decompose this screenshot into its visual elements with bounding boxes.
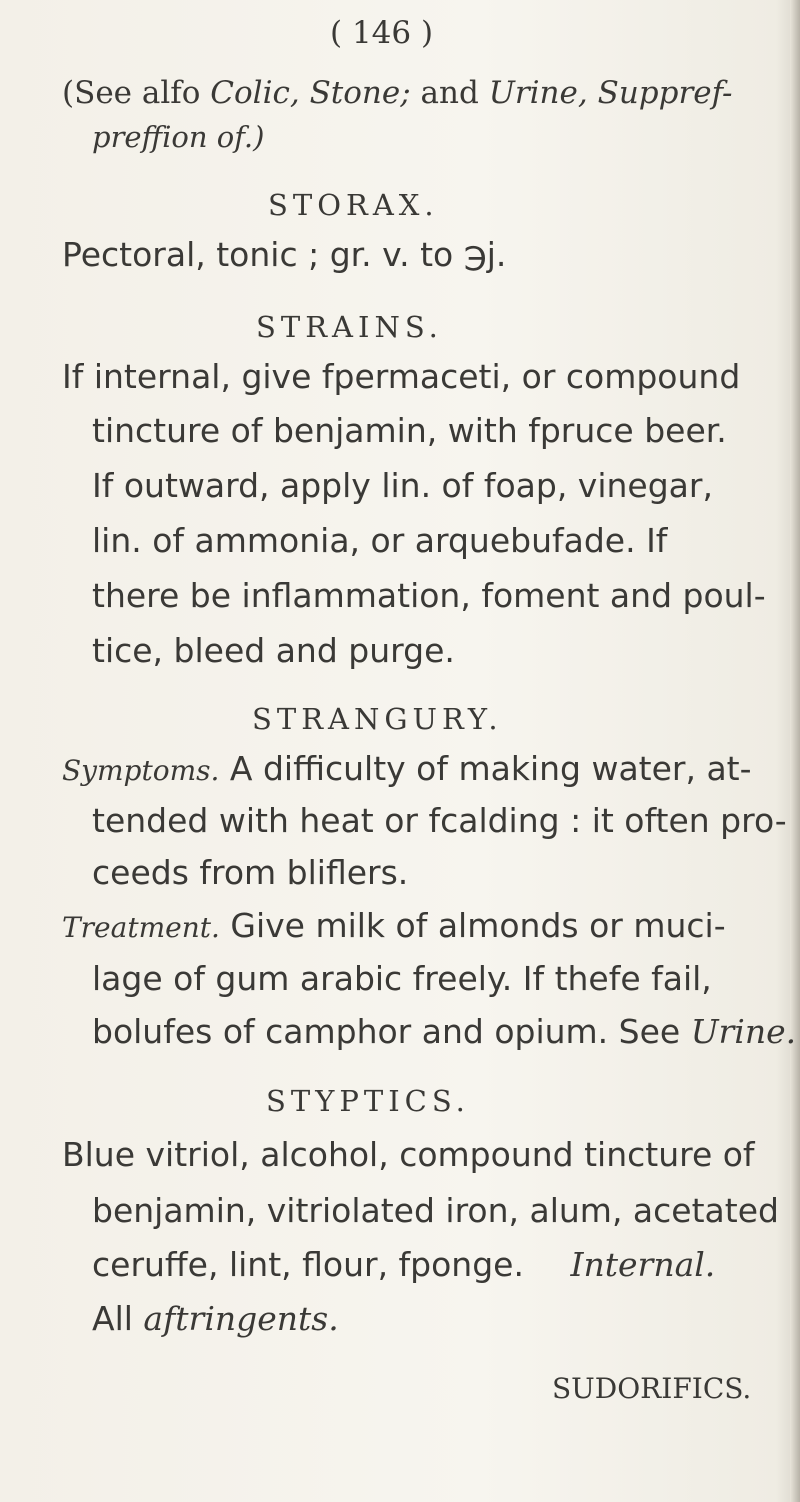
see-and: and xyxy=(410,75,489,111)
strangury-treatment-line-1 xyxy=(62,905,726,949)
strangury-symptoms-line-1 xyxy=(62,748,752,792)
strangury-treatment-line-2: lage of gum arabic freely. If thefe fail, xyxy=(92,959,712,998)
see-urine: Urine, xyxy=(488,75,588,111)
strains-line-3: If outward, apply lin. of foap, vinegar, xyxy=(92,466,713,505)
strangury-symptoms-line-3: ceeds from bliflers. xyxy=(92,853,409,892)
heading-strains: STRAINS. xyxy=(256,310,443,344)
see-suppression-2: preffion of.) xyxy=(92,120,265,154)
treatment-label: Treatment. xyxy=(62,911,220,944)
styptics-line-2: benjamin, vitriolated iron, alum, acetated xyxy=(92,1191,779,1230)
strangury-treatment-line-3 xyxy=(92,1011,796,1053)
see-stone: Stone; xyxy=(309,75,411,111)
styptics-astringents: aftringents. xyxy=(143,1299,339,1338)
styptics-line-3 xyxy=(92,1244,715,1286)
styptics-text-3: ceruffe, lint, flour, fponge. xyxy=(92,1245,535,1284)
styptics-line-1: Blue vitriol, alcohol, compound tincture of xyxy=(62,1135,755,1174)
strangury-symptoms-line-2: tended with heat or fcalding : it often pro- xyxy=(92,801,787,840)
see-suppression-1: Suppref- xyxy=(597,75,733,111)
treatment-text-1: Give milk of almonds or muci- xyxy=(219,906,726,945)
see-also-prefix: (See alfo xyxy=(62,75,211,111)
heading-storax: STORAX. xyxy=(268,188,439,222)
page-edge xyxy=(790,0,800,1502)
page-number: ( 146 ) xyxy=(330,15,434,51)
see-urine-ref: Urine. xyxy=(690,1012,797,1051)
heading-strangury: STRANGURY. xyxy=(252,702,503,736)
catchword: SUDORIFICS. xyxy=(552,1372,752,1405)
treatment-text-3: bolufes of camphor and opium. See xyxy=(92,1012,691,1051)
strains-line-5: there be inflammation, foment and poul- xyxy=(92,576,766,615)
styptics-all: All xyxy=(92,1299,144,1338)
symptoms-label: Symptoms. xyxy=(62,754,220,787)
symptoms-text-1: A difficulty of making water, at- xyxy=(219,749,752,788)
heading-styptics: STYPTICS. xyxy=(266,1084,470,1118)
strains-line-6: tice, bleed and purge. xyxy=(92,631,455,670)
strains-line-4: lin. of ammonia, or arquebufade. If xyxy=(92,521,668,560)
see-also-line-1 xyxy=(62,72,732,114)
styptics-internal: Internal. xyxy=(570,1245,716,1284)
styptics-line-4 xyxy=(92,1298,339,1340)
storax-text: Pectoral, tonic ; gr. v. to ℈j. xyxy=(62,235,507,274)
strains-line-2: tincture of benjamin, with fpruce beer. xyxy=(92,411,727,450)
strains-line-1: If internal, give fpermaceti, or compound xyxy=(62,357,741,396)
see-colic: Colic, xyxy=(210,75,300,111)
